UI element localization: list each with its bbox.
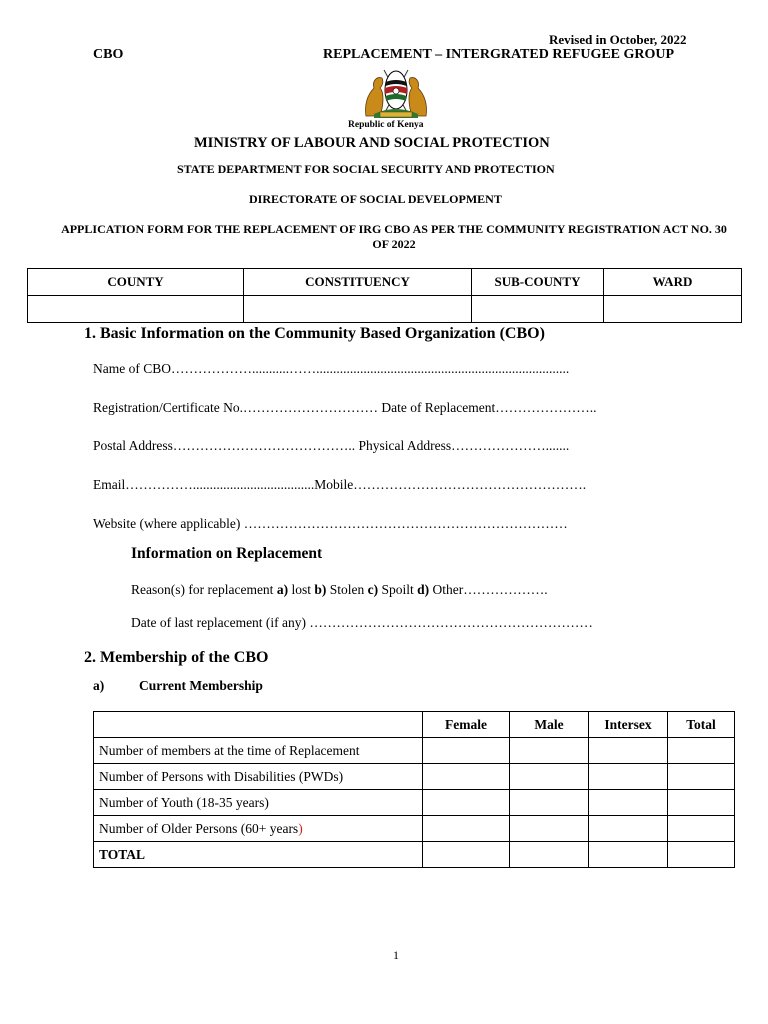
table-row [94, 764, 735, 790]
table-row [94, 790, 735, 816]
older-persons-paren: ) [298, 820, 303, 836]
sub-county-header: SUB-COUNTY [472, 269, 604, 296]
county-header: COUNTY [28, 269, 244, 296]
cell-input[interactable] [589, 738, 668, 764]
republic-of-kenya-caption: Republic of Kenya [348, 120, 424, 130]
table-row [94, 816, 735, 842]
cell-input[interactable] [423, 738, 510, 764]
table-row [94, 842, 735, 868]
subheading-marker: a) [93, 678, 105, 693]
current-membership-subheading [93, 678, 263, 694]
row-label-pwds: Number of Persons with Disabilities (PWDs) [94, 764, 423, 790]
reason-b-text[interactable]: Stolen [326, 582, 368, 597]
row-label-youth: Number of Youth (18-35 years) [94, 790, 423, 816]
cell-input[interactable] [423, 842, 510, 868]
row-label-total: TOTAL [94, 842, 423, 868]
male-header: Male [510, 712, 589, 738]
ward-field[interactable] [604, 296, 742, 323]
constituency-header: CONSTITUENCY [244, 269, 472, 296]
table-row [94, 738, 735, 764]
intersex-header: Intersex [589, 712, 668, 738]
application-form-title: APPLICATION FORM FOR THE REPLACEMENT OF IRG CBO AS PER THE COMMUNITY REGISTRATION ACT NO. 30 OF 2022 [61, 222, 727, 251]
cbo-label: CBO [93, 47, 124, 62]
cell-input[interactable] [589, 842, 668, 868]
replacement-info-heading: Information on Replacement [131, 545, 323, 562]
page-number: 1 [393, 948, 399, 962]
cell-input[interactable] [423, 790, 510, 816]
last-replacement-date-field[interactable]: Date of last replacement (if any) ……………………………………………………… [131, 615, 593, 630]
revision-date: Revised in October, 2022 [549, 32, 687, 47]
row-label-older-persons [94, 816, 423, 842]
reason-c-marker: c) [367, 582, 379, 597]
cell-input[interactable] [510, 816, 589, 842]
cell-input[interactable] [668, 842, 735, 868]
reason-b-marker: b) [314, 582, 327, 597]
postal-physical-address-field[interactable]: Postal Address………………………………….. Physical Address…………………....... [93, 438, 570, 453]
cell-input[interactable] [510, 842, 589, 868]
membership-header-blank [94, 712, 423, 738]
cell-input[interactable] [510, 764, 589, 790]
female-header: Female [423, 712, 510, 738]
reason-a-text[interactable]: lost [288, 582, 315, 597]
reason-c-text[interactable]: Spoilt [378, 582, 418, 597]
reason-d-marker: d) [417, 582, 430, 597]
cell-input[interactable] [589, 816, 668, 842]
cell-input[interactable] [423, 764, 510, 790]
cell-input[interactable] [423, 816, 510, 842]
directorate-heading: DIRECTORATE OF SOCIAL DEVELOPMENT [249, 192, 502, 206]
kenya-coat-of-arms-icon [360, 64, 432, 120]
registration-and-date-field[interactable]: Registration/Certificate No.………………………… Date of Replacement………………….. [93, 400, 597, 415]
row-label-members: Number of members at the time of Replacement [94, 738, 423, 764]
section1-heading: 1. Basic Information on the Community Based Organization (CBO) [84, 325, 545, 342]
replacement-reason-line[interactable] [131, 582, 548, 598]
cell-input[interactable] [510, 738, 589, 764]
cell-input[interactable] [668, 764, 735, 790]
total-header: Total [668, 712, 735, 738]
cell-input[interactable] [668, 738, 735, 764]
cell-input[interactable] [510, 790, 589, 816]
membership-table [93, 711, 735, 868]
reason-a-marker: a) [276, 582, 289, 597]
ward-header: WARD [604, 269, 742, 296]
sub-county-field[interactable] [472, 296, 604, 323]
cell-input[interactable] [668, 816, 735, 842]
location-table [27, 268, 742, 323]
state-department-heading: STATE DEPARTMENT FOR SOCIAL SECURITY AND PROTECTION [177, 162, 555, 176]
cell-input[interactable] [589, 764, 668, 790]
ministry-heading: MINISTRY OF LABOUR AND SOCIAL PROTECTION [194, 135, 550, 151]
email-mobile-field[interactable]: Email……………....................................Mobile……………………………………………. [93, 477, 587, 492]
county-field[interactable] [28, 296, 244, 323]
older-persons-text: Number of Older Persons (60+ years [99, 820, 299, 836]
cell-input[interactable] [668, 790, 735, 816]
document-title: REPLACEMENT – INTERGRATED REFUGEE GROUP [323, 47, 675, 62]
constituency-field[interactable] [244, 296, 472, 323]
reason-d-text[interactable]: Other………………. [429, 582, 548, 597]
subheading-label: Current Membership [139, 678, 263, 693]
section2-heading: 2. Membership of the CBO [84, 649, 269, 666]
cbo-name-field[interactable]: Name of CBO………………...........……........................................................................... [93, 361, 570, 376]
cell-input[interactable] [589, 790, 668, 816]
reason-label: Reason(s) for replacement [131, 582, 277, 597]
website-field[interactable]: Website (where applicable) ……………………………………………………………… [93, 516, 568, 531]
